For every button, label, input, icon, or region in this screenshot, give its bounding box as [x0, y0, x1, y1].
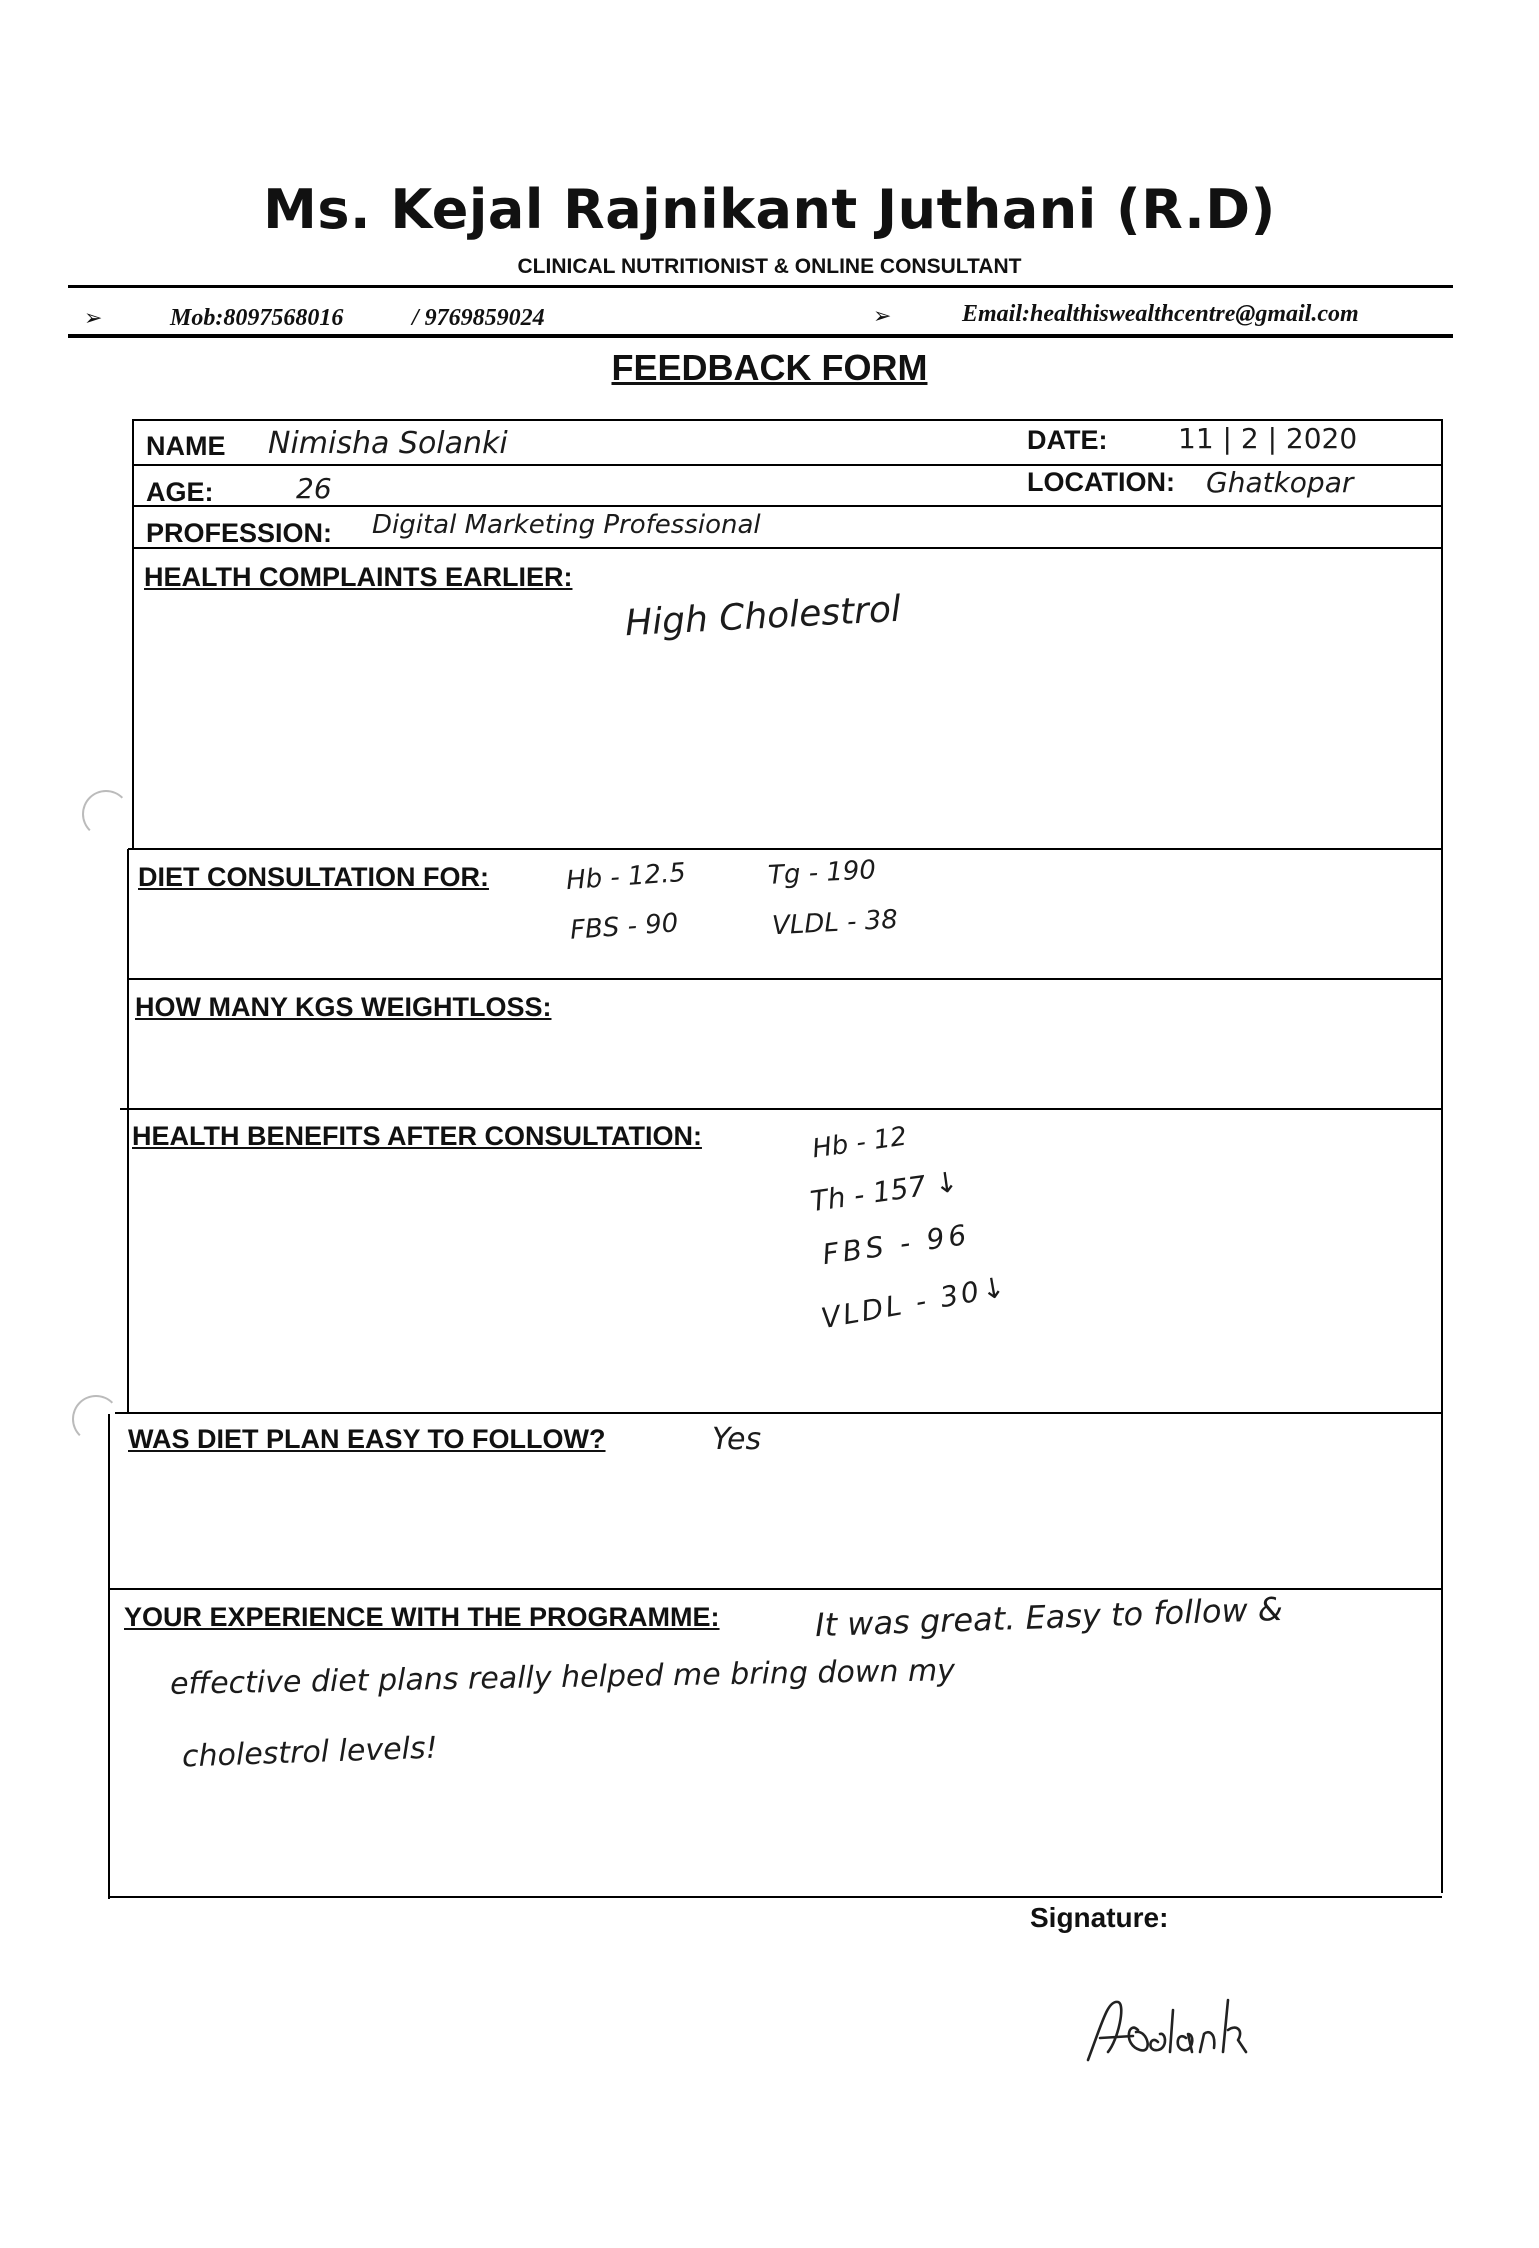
row-divider — [110, 1588, 1442, 1590]
experience-line-1[interactable]: It was great. Easy to follow & — [814, 1589, 1284, 1645]
row-divider — [115, 1412, 1442, 1414]
location-label: LOCATION: — [1027, 467, 1175, 497]
date-value[interactable]: 11 | 2 | 2020 — [1178, 422, 1358, 455]
signature-mark — [1078, 1990, 1258, 2070]
benefit-value-hb[interactable]: Hb - 12 — [810, 1121, 909, 1165]
easy-to-follow-value[interactable]: Yes — [712, 1422, 762, 1457]
complaints-value[interactable]: High Cholestrol — [624, 588, 902, 645]
benefits-label: HEALTH BENEFITS AFTER CONSULTATION: — [132, 1121, 702, 1151]
bullet-arrow-icon: ➢ — [873, 304, 892, 329]
row-divider — [132, 505, 1442, 507]
date-label: DATE: — [1027, 425, 1108, 455]
experience-line-3[interactable]: cholestrol levels! — [181, 1730, 439, 1775]
row-divider — [120, 1108, 1442, 1110]
experience-line-2[interactable]: effective diet plans really helped me bring down my — [169, 1653, 956, 1702]
diet-consultation-label: DIET CONSULTATION FOR: — [138, 862, 489, 892]
name-value[interactable]: Nimisha Solanki — [268, 426, 508, 461]
row-divider — [128, 978, 1442, 980]
nutritionist-title: CLINICAL NUTRITIONIST & ONLINE CONSULTANT — [517, 255, 1022, 278]
weightloss-label: HOW MANY KGS WEIGHTLOSS: — [135, 992, 552, 1022]
diet-value-fbs[interactable]: FBS - 90 — [569, 908, 680, 946]
form-border-left — [127, 849, 129, 1414]
profession-value[interactable]: Digital Marketing Professional — [372, 510, 761, 540]
profession-label: PROFESSION: — [146, 518, 333, 548]
header-rule-bottom — [68, 334, 1453, 338]
email-address: Email:healthiswealthcentre@gmail.com — [962, 301, 1359, 327]
mobile-number-alt: / 9769859024 — [412, 305, 545, 331]
age-value[interactable]: 26 — [296, 472, 332, 505]
location-value[interactable]: Ghatkopar — [1206, 466, 1354, 499]
form-border-left — [132, 419, 134, 849]
form-border-bottom — [108, 1896, 1442, 1898]
form-border-top — [132, 419, 1442, 421]
age-label: AGE: — [146, 477, 214, 507]
diet-value-hb[interactable]: Hb - 12.5 — [565, 857, 687, 897]
form-border-left — [108, 1414, 110, 1899]
header-rule-top — [68, 285, 1453, 288]
name-label: NAME — [146, 431, 226, 461]
mobile-number: Mob:8097568016 — [170, 305, 344, 331]
diet-value-tg[interactable]: Tg - 190 — [767, 855, 877, 891]
benefit-value-th[interactable]: Th - 157 ↓ — [808, 1164, 961, 1219]
form-title: FEEDBACK FORM — [611, 347, 928, 388]
easy-to-follow-label: WAS DIET PLAN EASY TO FOLLOW? — [128, 1424, 606, 1454]
nutritionist-name: Ms. Kejal Rajnikant Juthani (R.D) — [263, 178, 1276, 241]
form-border-right — [1441, 419, 1443, 1893]
signature-label: Signature: — [1030, 1902, 1169, 1933]
experience-label: YOUR EXPERIENCE WITH THE PROGRAMME: — [124, 1602, 720, 1632]
bullet-arrow-icon: ➢ — [84, 306, 103, 331]
benefit-value-vldl[interactable]: VLDL - 30↓ — [818, 1269, 1011, 1336]
complaints-label: HEALTH COMPLAINTS EARLIER: — [144, 562, 573, 592]
diet-value-vldl[interactable]: VLDL - 38 — [771, 904, 899, 942]
row-divider — [128, 848, 1442, 850]
benefit-value-fbs[interactable]: FBS - 96 — [820, 1217, 973, 1272]
handwritten-signature-icon — [1078, 1990, 1258, 2070]
